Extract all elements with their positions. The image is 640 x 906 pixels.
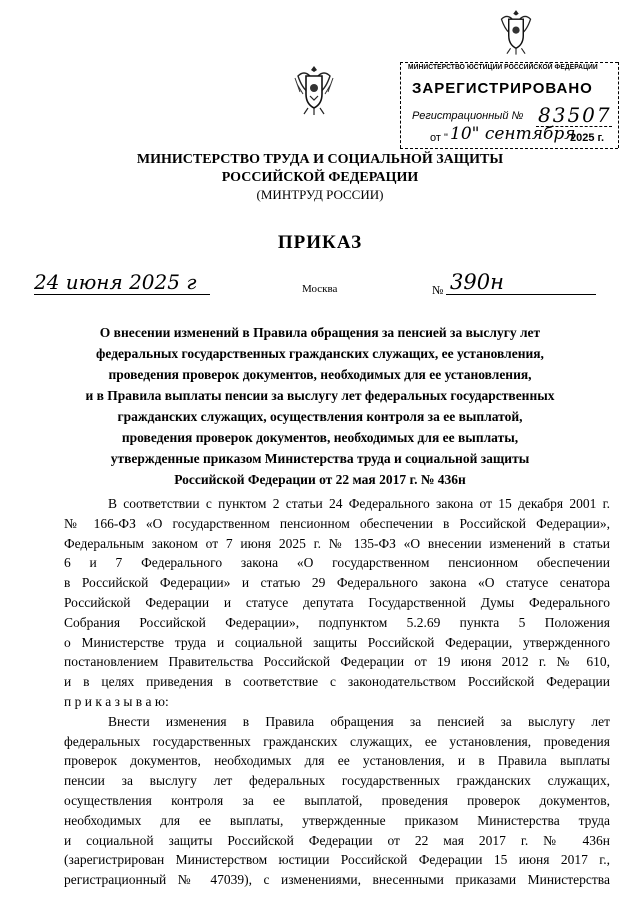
order-number-underline	[446, 294, 596, 295]
body-line: Федеральным законом от 7 июня 2025 г. № 135-ФЗ «О внесении изменений в статьи	[64, 535, 610, 551]
body-line: В соответствии с пунктом 2 статьи 24 Федерального закона от 15 декабря 2001 г.	[108, 496, 610, 511]
coat-of-arms-icon	[292, 62, 336, 116]
stamp-ministry-name: МИНИСТЕРСТВО ЮСТИЦИИ РОССИЙСКОЙ ФЕДЕРАЦИИ	[408, 64, 598, 71]
registration-stamp	[400, 6, 622, 152]
body-line: осуществления контроля за ее выплатой, проведения проверок документов,	[64, 792, 610, 808]
stamp-border	[400, 62, 401, 148]
body-line: о Министерстве труда и социальной защиты Российской Федерации, утвержденного	[64, 634, 610, 650]
ministry-name-line-1: МИНИСТЕРСТВО ТРУДА И СОЦИАЛЬНОЙ ЗАЩИТЫ	[136, 152, 504, 167]
body-line: 6 и 7 Федерального закона «О государственном пенсионном обеспечении	[64, 555, 610, 571]
body-line: Собрания Российской Федерации», подпунктом 5.2.69 пункта 5 Положения	[64, 614, 610, 630]
body-line: Внести изменения в Правила обращения за пенсией за выслугу лет	[108, 713, 610, 729]
body-line: Российской Федерации и статусе депутата Государственной Думы Федерального	[64, 594, 610, 610]
body-line: пенсии за выслугу лет федеральных государственных гражданских служащих,	[64, 773, 610, 789]
stamp-registered-label: ЗАРЕГИСТРИРОВАНО	[412, 80, 593, 97]
body-line: проверок документов, необходимых для ее установления, и в Правила выплаты	[64, 753, 610, 769]
stamp-regno-value: 83507	[538, 103, 612, 127]
stamp-date-handwritten: 10" сентября	[450, 124, 576, 144]
stamp-date-prefix: от "	[430, 132, 448, 144]
title-line: Российской Федерации от 22 мая 2017 г. № 436н	[174, 472, 466, 487]
ministry-short-name: (МИНТРУД РОССИИ)	[256, 187, 384, 202]
title-line: О внесении изменений в Правила обращения за пенсией за выслугу лет	[99, 325, 541, 340]
stamp-coat-of-arms-icon	[496, 6, 536, 56]
title-line: и в Правила выплаты пенсии за выслугу лет федеральных государственных	[85, 388, 555, 403]
body-line-order-word: п р и к а з ы в а ю:	[64, 693, 169, 709]
title-line: утвержденные приказом Министерства труда и социальной защиты	[110, 451, 530, 466]
body-line: регистрационный № 47039), с изменениями, внесенными приказами Министерства	[64, 872, 610, 888]
document-title	[60, 322, 580, 490]
body-line: федеральных государственных гражданских служащих, ее установления, проведения	[64, 733, 610, 749]
title-line: проведения проверок документов, необходимых для ее выплаты,	[121, 430, 519, 445]
body-line: необходимых для ее выплаты, утвержденные приказом Министерства труда	[64, 812, 610, 828]
title-line: проведения проверок документов, необходимых для ее установления,	[108, 367, 532, 382]
order-number-sign: №	[432, 283, 444, 297]
stamp-border	[400, 62, 618, 63]
order-city: Москва	[302, 283, 338, 295]
ministry-name-line-2: РОССИЙСКОЙ ФЕДЕРАЦИИ	[221, 170, 419, 185]
stamp-border	[400, 148, 618, 149]
title-line: гражданских служащих, осуществления контроля за ее выплатой,	[117, 409, 523, 424]
body-line: и в целях приведения в соответствие с законодательством Российской Федерации	[64, 674, 610, 690]
body-line: и социальной защиты Российской Федерации от 22 мая 2017 г. № 436н	[64, 832, 610, 848]
body-line: № 166-ФЗ «О государственном пенсионном обеспечении в Российской Федерации»,	[64, 515, 610, 531]
order-title: ПРИКАЗ	[277, 232, 363, 253]
stamp-border	[618, 62, 619, 148]
order-number-handwritten: 390н	[450, 270, 504, 294]
order-date-underline	[34, 294, 210, 295]
order-date-handwritten: 24 июня 2025 г	[34, 270, 197, 294]
stamp-date-year: 2025 г.	[570, 132, 605, 144]
body-line: в Российской Федерации» и статью 29 Федерального закона «О статусе сенатора	[64, 575, 610, 591]
stamp-regno-label: Регистрационный №	[412, 110, 524, 122]
body-line: постановлением Правительства Российской Федерации от 19 июня 2012 г. № 610,	[64, 654, 610, 670]
body-line: (зарегистрирован Министерством юстиции Российской Федерации 15 июня 2017 г.,	[64, 852, 610, 868]
title-line: федеральных государственных гражданских служащих, ее установления,	[96, 346, 544, 361]
document-body	[64, 494, 610, 890]
